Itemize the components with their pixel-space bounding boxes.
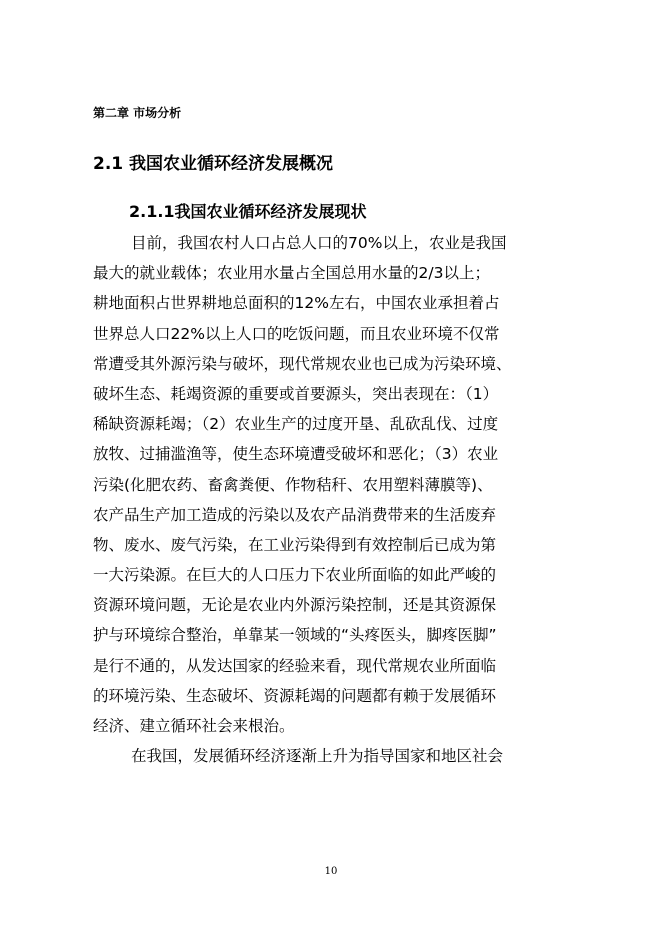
paragraph-line: 资源环境问题，无论是农业内外源污染控制，还是其资源保 <box>93 596 497 615</box>
paragraph-line: 破坏生态、耗竭资源的重要或首要源头，突出表现在：（1） <box>93 384 499 403</box>
paragraph-line: 的环境污染、生态破坏、资源耗竭的问题都有赖于发展循环 <box>93 686 497 705</box>
paragraph-line: 放牧、过捕滥渔等，使生态环境遭受破坏和恶化；（3）农业 <box>93 445 499 464</box>
subsection-heading: 2.1.1我国农业循环经济发展现状 <box>129 202 367 221</box>
page-number: 10 <box>324 866 338 877</box>
body-text <box>93 228 573 771</box>
paragraph-line: 物、废水、废气污染，在工业污染得到有效控制后已成为第 <box>93 535 497 554</box>
paragraph-line: 污染(化肥农药、畜禽粪便、作物秸秆、农用塑料薄膜等)、 <box>93 475 493 494</box>
paragraph-line: 是行不通的，从发达国家的经验来看，现代常规农业所面临 <box>93 656 497 675</box>
paragraph-line: 常遭受其外源污染与破坏，现代常规农业也已成为污染环境、 <box>93 354 512 373</box>
paragraph-line: 护与环境综合整治，单靠某一领域的“头疼医头，脚疼医脚” <box>93 626 497 645</box>
paragraph-line: 经济、建立循环社会来根治。 <box>93 717 295 735</box>
paragraph-line: 世界总人口22%以上人口的吃饭问题，而且农业环境不仅常 <box>93 324 500 343</box>
paragraph-line: 农产品生产加工造成的污染以及农产品消费带来的生活废弃 <box>93 505 497 524</box>
section-heading: 2.1 我国农业循环经济发展概况 <box>93 154 334 174</box>
paragraph-line: 在我国，发展循环经济逐渐上升为指导国家和地区社会 <box>131 747 504 766</box>
paragraph-line: 耕地面积占世界耕地总面积的12%左右，中国农业承担着占 <box>93 294 500 313</box>
paragraph-line: 目前，我国农村人口占总人口的70%以上，农业是我国 <box>131 234 507 252</box>
chapter-title: 第二章 市场分析 <box>93 106 182 120</box>
paragraph-line: 最大的就业载体；农业用水量占全国总用水量的2/3以上； <box>93 264 490 283</box>
paragraph-line: 一大污染源。在巨大的人口压力下农业所面临的如此严峻的 <box>93 566 497 585</box>
paragraph-line: 稀缺资源耗竭；（2）农业生产的过度开垦、乱砍乱伐、过度 <box>93 415 499 434</box>
